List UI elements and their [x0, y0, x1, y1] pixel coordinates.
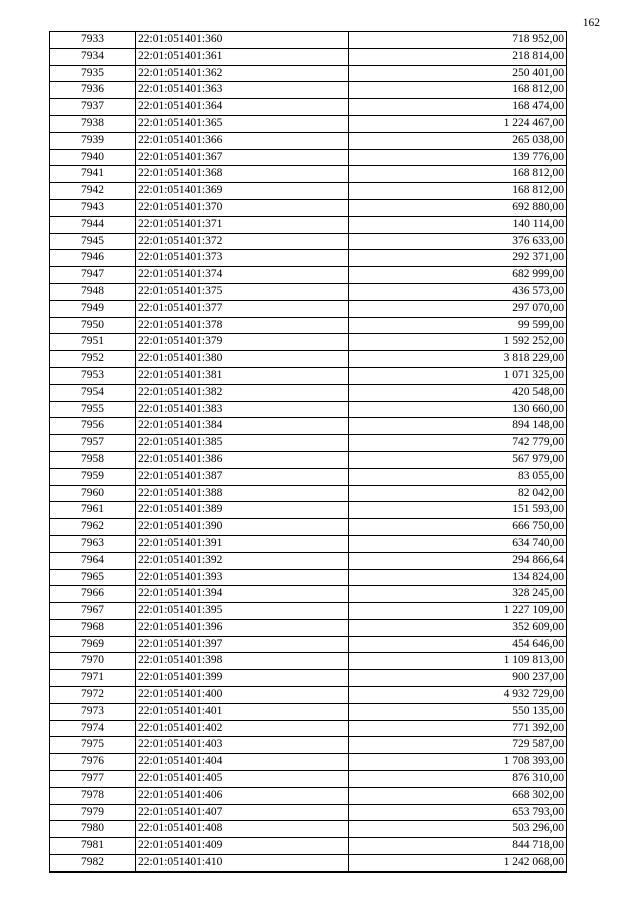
row-number-cell: 7958 — [50, 451, 136, 468]
cadastral-number-cell: 22:01:051401:402 — [136, 720, 349, 737]
table-row — [50, 418, 567, 435]
row-number-cell: 7982 — [50, 855, 136, 872]
cadastral-number-cell: 22:01:051401:399 — [136, 670, 349, 687]
table-row — [50, 367, 567, 384]
cadastral-number-cell: 22:01:051401:386 — [136, 451, 349, 468]
table-row — [50, 771, 567, 788]
row-number-cell: 7943 — [50, 199, 136, 216]
cadastral-number-cell: 22:01:051401:398 — [136, 653, 349, 670]
row-number-cell: 7980 — [50, 821, 136, 838]
cadastral-number-cell: 22:01:051401:366 — [136, 132, 349, 149]
table-row — [50, 670, 567, 687]
row-number-cell: 7941 — [50, 166, 136, 183]
cadastral-number-cell: 22:01:051401:392 — [136, 552, 349, 569]
row-number-cell: 7934 — [50, 48, 136, 65]
row-number-cell: 7976 — [50, 754, 136, 771]
table-row — [50, 603, 567, 620]
table-row — [50, 166, 567, 183]
row-number-cell: 7942 — [50, 183, 136, 200]
table-row — [50, 82, 567, 99]
table-row — [50, 468, 567, 485]
table-row — [50, 519, 567, 536]
table-row — [50, 149, 567, 166]
cadastral-number-cell: 22:01:051401:374 — [136, 267, 349, 284]
table-row — [50, 619, 567, 636]
cadastral-value-cell: 653 793,00 — [349, 804, 567, 821]
table-row — [50, 283, 567, 300]
cadastral-number-cell: 22:01:051401:388 — [136, 485, 349, 502]
cadastral-value-cell: 1 227 109,00 — [349, 603, 567, 620]
cadastral-number-cell: 22:01:051401:389 — [136, 502, 349, 519]
table-row — [50, 703, 567, 720]
cadastral-value-cell: 168 474,00 — [349, 99, 567, 116]
cadastral-number-cell: 22:01:051401:408 — [136, 821, 349, 838]
cadastral-value-cell: 668 302,00 — [349, 787, 567, 804]
row-number-cell: 7971 — [50, 670, 136, 687]
row-number-cell: 7961 — [50, 502, 136, 519]
row-number-cell: 7975 — [50, 737, 136, 754]
cadastral-value-cell: 1 071 325,00 — [349, 367, 567, 384]
cadastral-value-cell: 265 038,00 — [349, 132, 567, 149]
cadastral-value-cell: 682 999,00 — [349, 267, 567, 284]
table-row — [50, 586, 567, 603]
table-row — [50, 233, 567, 250]
cadastral-number-cell: 22:01:051401:369 — [136, 183, 349, 200]
row-number-cell: 7964 — [50, 552, 136, 569]
row-number-cell: 7977 — [50, 771, 136, 788]
cadastral-number-cell: 22:01:051401:403 — [136, 737, 349, 754]
row-number-cell: 7954 — [50, 384, 136, 401]
cadastral-value-cell: 140 114,00 — [349, 216, 567, 233]
table-row — [50, 384, 567, 401]
cadastral-number-cell: 22:01:051401:364 — [136, 99, 349, 116]
cadastral-number-cell: 22:01:051401:385 — [136, 435, 349, 452]
cadastral-value-cell: 4 932 729,00 — [349, 687, 567, 704]
cadastral-number-cell: 22:01:051401:375 — [136, 283, 349, 300]
row-number-cell: 7963 — [50, 535, 136, 552]
cadastral-value-cell: 1 592 252,00 — [349, 334, 567, 351]
table-row — [50, 199, 567, 216]
table-row — [50, 99, 567, 116]
cadastral-number-cell: 22:01:051401:377 — [136, 300, 349, 317]
table-row — [50, 435, 567, 452]
cadastral-number-cell: 22:01:051401:395 — [136, 603, 349, 620]
cadastral-number-cell: 22:01:051401:401 — [136, 703, 349, 720]
cadastral-number-cell: 22:01:051401:387 — [136, 468, 349, 485]
table-row — [50, 552, 567, 569]
cadastral-number-cell: 22:01:051401:407 — [136, 804, 349, 821]
cadastral-number-cell: 22:01:051401:405 — [136, 771, 349, 788]
cadastral-value-cell: 294 866,64 — [349, 552, 567, 569]
cadastral-value-cell: 567 979,00 — [349, 451, 567, 468]
table-row — [50, 132, 567, 149]
row-number-cell: 7937 — [50, 99, 136, 116]
table-row — [50, 502, 567, 519]
cadastral-value-cell: 729 587,00 — [349, 737, 567, 754]
table-row — [50, 32, 567, 49]
cadastral-value-cell: 250 401,00 — [349, 65, 567, 82]
cadastral-value-cell: 771 392,00 — [349, 720, 567, 737]
cadastral-value-cell: 718 952,00 — [349, 32, 567, 49]
row-number-cell: 7959 — [50, 468, 136, 485]
row-number-cell: 7939 — [50, 132, 136, 149]
cadastral-value-cell: 99 599,00 — [349, 317, 567, 334]
table-row — [50, 115, 567, 132]
cadastral-number-cell: 22:01:051401:394 — [136, 586, 349, 603]
cadastral-value-cell: 168 812,00 — [349, 183, 567, 200]
table-row — [50, 300, 567, 317]
row-number-cell: 7974 — [50, 720, 136, 737]
cadastral-value-cell: 894 148,00 — [349, 418, 567, 435]
cadastral-value-cell: 844 718,00 — [349, 838, 567, 855]
row-number-cell: 7970 — [50, 653, 136, 670]
row-number-cell: 7947 — [50, 267, 136, 284]
table-row — [50, 351, 567, 368]
cadastral-value-cell: 352 609,00 — [349, 619, 567, 636]
page-number: 162 — [582, 17, 600, 29]
cadastral-value-cell: 218 814,00 — [349, 48, 567, 65]
cadastral-value-cell: 666 750,00 — [349, 519, 567, 536]
row-number-cell: 7952 — [50, 351, 136, 368]
table-row — [50, 65, 567, 82]
row-number-cell: 7951 — [50, 334, 136, 351]
table-row — [50, 334, 567, 351]
cadastral-number-cell: 22:01:051401:390 — [136, 519, 349, 536]
cadastral-number-cell: 22:01:051401:382 — [136, 384, 349, 401]
table-row — [50, 401, 567, 418]
row-number-cell: 7973 — [50, 703, 136, 720]
cadastral-value-cell: 83 055,00 — [349, 468, 567, 485]
cadastral-value-cell: 139 776,00 — [349, 149, 567, 166]
table-row — [50, 317, 567, 334]
cadastral-number-cell: 22:01:051401:391 — [136, 535, 349, 552]
row-number-cell: 7969 — [50, 636, 136, 653]
cadastral-value-cell: 436 573,00 — [349, 283, 567, 300]
cadastral-value-cell: 1 708 393,00 — [349, 754, 567, 771]
row-number-cell: 7948 — [50, 283, 136, 300]
cadastral-value-cell: 1 242 068,00 — [349, 855, 567, 872]
table-row — [50, 804, 567, 821]
cadastral-number-cell: 22:01:051401:379 — [136, 334, 349, 351]
cadastral-value-cell: 168 812,00 — [349, 166, 567, 183]
cadastral-value-cell: 1 224 467,00 — [349, 115, 567, 132]
cadastral-value-cell: 292 371,00 — [349, 250, 567, 267]
row-number-cell: 7938 — [50, 115, 136, 132]
cadastral-number-cell: 22:01:051401:373 — [136, 250, 349, 267]
cadastral-value-cell: 503 296,00 — [349, 821, 567, 838]
row-number-cell: 7962 — [50, 519, 136, 536]
table-row — [50, 250, 567, 267]
row-number-cell: 7972 — [50, 687, 136, 704]
cadastral-number-cell: 22:01:051401:362 — [136, 65, 349, 82]
cadastral-number-cell: 22:01:051401:400 — [136, 687, 349, 704]
row-number-cell: 7953 — [50, 367, 136, 384]
table-row — [50, 720, 567, 737]
row-number-cell: 7967 — [50, 603, 136, 620]
cadastral-number-cell: 22:01:051401:410 — [136, 855, 349, 872]
cadastral-value-cell: 550 135,00 — [349, 703, 567, 720]
cadastral-value-cell: 454 646,00 — [349, 636, 567, 653]
cadastral-number-cell: 22:01:051401:372 — [136, 233, 349, 250]
table-row — [50, 737, 567, 754]
table-row — [50, 216, 567, 233]
row-number-cell: 7949 — [50, 300, 136, 317]
table-row — [50, 636, 567, 653]
row-number-cell: 7936 — [50, 82, 136, 99]
row-number-cell: 7946 — [50, 250, 136, 267]
table-row — [50, 535, 567, 552]
row-number-cell: 7981 — [50, 838, 136, 855]
cadastral-value-cell: 420 548,00 — [349, 384, 567, 401]
table-row — [50, 754, 567, 771]
cadastral-value-table — [49, 31, 567, 873]
cadastral-value-cell: 876 310,00 — [349, 771, 567, 788]
cadastral-number-cell: 22:01:051401:406 — [136, 787, 349, 804]
cadastral-value-cell: 328 245,00 — [349, 586, 567, 603]
row-number-cell: 7944 — [50, 216, 136, 233]
cadastral-value-cell: 168 812,00 — [349, 82, 567, 99]
table-row — [50, 787, 567, 804]
cadastral-number-cell: 22:01:051401:365 — [136, 115, 349, 132]
cadastral-value-cell: 634 740,00 — [349, 535, 567, 552]
cadastral-value-cell: 692 880,00 — [349, 199, 567, 216]
cadastral-number-cell: 22:01:051401:409 — [136, 838, 349, 855]
table-row — [50, 48, 567, 65]
row-number-cell: 7945 — [50, 233, 136, 250]
cadastral-value-cell: 3 818 229,00 — [349, 351, 567, 368]
cadastral-value-cell: 297 070,00 — [349, 300, 567, 317]
row-number-cell: 7957 — [50, 435, 136, 452]
table-row — [50, 855, 567, 872]
row-number-cell: 7968 — [50, 619, 136, 636]
cadastral-number-cell: 22:01:051401:370 — [136, 199, 349, 216]
cadastral-value-cell: 742 779,00 — [349, 435, 567, 452]
cadastral-number-cell: 22:01:051401:360 — [136, 32, 349, 49]
cadastral-number-cell: 22:01:051401:404 — [136, 754, 349, 771]
table-row — [50, 183, 567, 200]
row-number-cell: 7940 — [50, 149, 136, 166]
cadastral-number-cell: 22:01:051401:384 — [136, 418, 349, 435]
row-number-cell: 7955 — [50, 401, 136, 418]
cadastral-number-cell: 22:01:051401:381 — [136, 367, 349, 384]
cadastral-number-cell: 22:01:051401:367 — [136, 149, 349, 166]
cadastral-value-cell: 130 660,00 — [349, 401, 567, 418]
cadastral-number-cell: 22:01:051401:361 — [136, 48, 349, 65]
row-number-cell: 7966 — [50, 586, 136, 603]
row-number-cell: 7935 — [50, 65, 136, 82]
cadastral-number-cell: 22:01:051401:397 — [136, 636, 349, 653]
table-row — [50, 485, 567, 502]
cadastral-number-cell: 22:01:051401:380 — [136, 351, 349, 368]
table-row — [50, 821, 567, 838]
row-number-cell: 7965 — [50, 569, 136, 586]
cadastral-value-cell: 376 633,00 — [349, 233, 567, 250]
cadastral-number-cell: 22:01:051401:393 — [136, 569, 349, 586]
row-number-cell: 7956 — [50, 418, 136, 435]
cadastral-number-cell: 22:01:051401:368 — [136, 166, 349, 183]
row-number-cell: 7960 — [50, 485, 136, 502]
cadastral-value-cell: 1 109 813,00 — [349, 653, 567, 670]
cadastral-number-cell: 22:01:051401:363 — [136, 82, 349, 99]
cadastral-value-cell: 134 824,00 — [349, 569, 567, 586]
cadastral-value-cell: 82 042,00 — [349, 485, 567, 502]
cadastral-number-cell: 22:01:051401:383 — [136, 401, 349, 418]
table-row — [50, 451, 567, 468]
table-row — [50, 838, 567, 855]
table-row — [50, 569, 567, 586]
table-body — [50, 32, 567, 872]
row-number-cell: 7979 — [50, 804, 136, 821]
cadastral-number-cell: 22:01:051401:378 — [136, 317, 349, 334]
row-number-cell: 7933 — [50, 32, 136, 49]
cadastral-value-cell: 151 593,00 — [349, 502, 567, 519]
table-row — [50, 267, 567, 284]
cadastral-value-cell: 900 237,00 — [349, 670, 567, 687]
cadastral-number-cell: 22:01:051401:396 — [136, 619, 349, 636]
row-number-cell: 7978 — [50, 787, 136, 804]
cadastral-number-cell: 22:01:051401:371 — [136, 216, 349, 233]
table-row — [50, 653, 567, 670]
table-row — [50, 687, 567, 704]
row-number-cell: 7950 — [50, 317, 136, 334]
